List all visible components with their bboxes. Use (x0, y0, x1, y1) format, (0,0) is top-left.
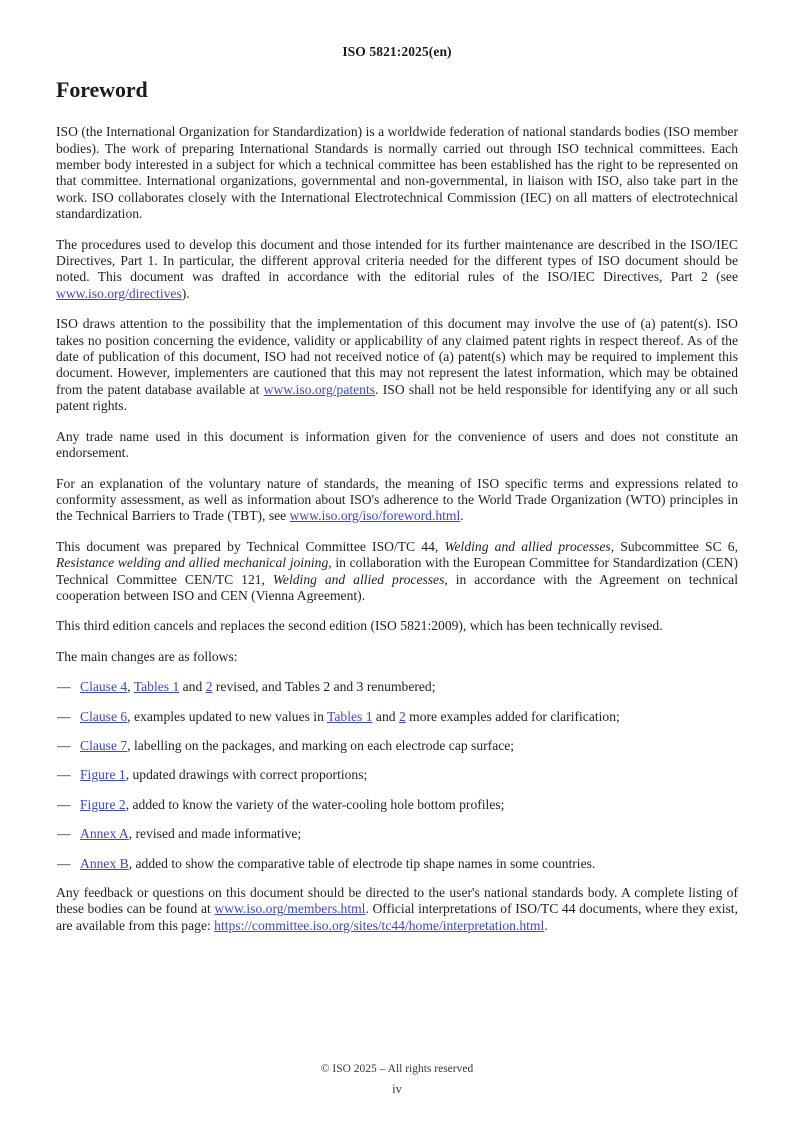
link-annex-b[interactable]: Annex B (80, 855, 129, 871)
paragraph-voluntary-nature-text-after: . (460, 508, 464, 524)
paragraph-procedures-text-before: The procedures used to develop this document and those intended for its further maintenance are described in the ISO/IEC Directives, Part 1. In particular, the different approval criteria needed for the different types of ISO document should be noted. This document was drafted in accordance with the editorial rules of the ISO/IEC Directives, Part 2 (see (56, 236, 738, 285)
paragraph-patents-text-before: ISO draws attention to the possibility that the implementation of this document may involve the use of (a) patent(s). ISO takes no position concerning the evidence, validity or applicability of any claimed patent rights in respect thereof. As of the date of publication of this document, ISO had not received notice of (a) patent(s) which may be required to implement this document. However, implementers are cautioned that this may not represent the latest information, which may be obtained from the patent database available at (56, 316, 738, 397)
list-marker-icon: — (57, 855, 71, 871)
copyright-notice: © ISO 2025 – All rights reserved (320, 1063, 474, 1075)
list-item (56, 856, 738, 872)
committee-text-2: , Subcommittee SC 6, (610, 538, 739, 554)
paragraph-scope-text: ISO (the International Organization for Standardization) is a worldwide federation of national standards bodies (ISO member bodies). The work of preparing International Standards is normally carried out through ISO technical committees. Each member body interested in a subject for which a technical committee has been established has the right to be represented on that committee. International organizations, governmental and non-governmental, in liaison with ISO, also take part in the work. ISO collaborates closely with the International Electrotechnical Commission (IEC) on all matters of electrotechnical standardization. (56, 124, 738, 222)
list-item-tail: , added to show the comparative table of electrode tip shape names in some countries. (128, 855, 596, 871)
paragraph-changes-intro-text: The main changes are as follows: (56, 648, 238, 664)
link-annex-a[interactable]: Annex A (80, 826, 129, 842)
list-item-tail: , labelling on the packages, and marking on each electrode cap surface; (127, 737, 515, 753)
list-item (56, 679, 738, 695)
link-tables-1[interactable]: Tables 1 (133, 679, 180, 695)
list-item-sep-2: and (372, 708, 399, 724)
list-item-tail: revised, and Tables 2 and 3 renumbered; (212, 679, 436, 695)
link-iso-directives[interactable]: www.iso.org/directives (56, 285, 182, 301)
list-item-tail: , updated drawings with correct proportions; (125, 767, 368, 783)
list-item-tail: , added to know the variety of the water-cooling hole bottom profiles; (125, 796, 505, 812)
list-item-tail: more examples added for clarification; (405, 708, 620, 724)
list-item-sep-2: and (179, 679, 206, 695)
list-item-sep-1: , (127, 679, 134, 695)
paragraph-feedback (56, 885, 738, 934)
link-iso-members[interactable]: www.iso.org/members.html (214, 901, 366, 917)
list-marker-icon: — (57, 767, 71, 783)
paragraph-patents-text-after: . ISO shall not be held responsible for identifying any or all such patent rights. (56, 381, 738, 414)
committee-title-tc44: Welding and allied processes (444, 538, 611, 554)
committee-text-3: in collaboration with the European Committee for Standardization (CEN) Technical Committee CEN/TC 121, (56, 555, 738, 587)
committee-text-1: This document was prepared by Technical Committee ISO/TC 44, (56, 538, 445, 554)
paragraph-edition (56, 618, 738, 634)
list-item (56, 767, 738, 783)
page-title: Foreword (56, 77, 148, 102)
list-marker-icon: — (57, 708, 71, 724)
list-item (56, 709, 738, 725)
paragraph-trade-name-text: Any trade name used in this document is information given for the convenience of users and does not constitute an endorsement. (56, 428, 738, 461)
link-clause-6[interactable]: Clause 6 (80, 708, 128, 724)
paragraph-changes-intro (56, 649, 738, 665)
link-clause-4[interactable]: Clause 4 (80, 679, 128, 695)
paragraph-committee (56, 539, 738, 605)
paragraph-feedback-text-3: . (544, 917, 548, 933)
list-item-tail: , revised and made informative; (128, 826, 302, 842)
list-marker-icon: — (57, 737, 71, 753)
running-header: ISO 5821:2025(en) (342, 44, 452, 59)
committee-text-4: in accordance with the Agreement on technical cooperation between ISO and CEN (Vienna Agreement). (56, 571, 738, 603)
link-figure-1[interactable]: Figure 1 (80, 767, 126, 783)
paragraph-voluntary-nature (56, 476, 738, 525)
page-number: iv (392, 1082, 402, 1096)
paragraph-procedures (56, 237, 738, 303)
paragraph-procedures-text-after: ). (181, 285, 190, 301)
link-iso-patents[interactable]: www.iso.org/patents (263, 381, 376, 397)
paragraph-voluntary-nature-text-before: For an explanation of the voluntary nature of standards, the meaning of ISO specific terms and expressions related to conformity assessment, as well as information about ISO's adherence to the World Trade Organization (WTO) principles in the Technical Barriers to Trade (TBT), see (56, 475, 738, 524)
link-figure-2[interactable]: Figure 2 (80, 796, 126, 812)
list-item (56, 738, 738, 754)
list-marker-icon: — (57, 796, 71, 812)
list-marker-icon: — (57, 679, 71, 695)
paragraph-patents (56, 316, 738, 414)
document-body (56, 78, 738, 948)
paragraph-trade-name (56, 429, 738, 462)
list-marker-icon: — (57, 826, 71, 842)
link-tables-1-b[interactable]: Tables 1 (327, 708, 373, 724)
page-footer (56, 1062, 738, 1096)
paragraph-feedback-text-2: . Official interpretations of ISO/TC 44 documents, where they exist, are available from this page: (56, 901, 738, 933)
link-clause-7[interactable]: Clause 7 (80, 737, 128, 753)
list-item (56, 826, 738, 842)
paragraph-feedback-text-1: Any feedback or questions on this document should be directed to the user's national standards body. A complete listing of these bodies can be found at (56, 885, 738, 917)
changes-list (56, 679, 738, 872)
paragraph-scope (56, 124, 738, 222)
link-table-2[interactable]: 2 (205, 679, 213, 695)
committee-title-cen121: Welding and allied processes, (272, 571, 448, 587)
link-iso-foreword[interactable]: www.iso.org/iso/foreword.html (289, 508, 461, 524)
list-item-sep-1: , examples updated to new values in (127, 708, 328, 724)
paragraph-edition-text: This third edition cancels and replaces the second edition (ISO 5821:2009), which has been technically revised. (56, 618, 663, 634)
link-tc44-interpretation[interactable]: https://committee.iso.org/sites/tc44/home/interpretation.html (214, 917, 545, 933)
committee-title-sc6: Resistance welding and allied mechanical joining, (56, 555, 332, 571)
list-item (56, 797, 738, 813)
link-table-2-b[interactable]: 2 (398, 708, 406, 724)
